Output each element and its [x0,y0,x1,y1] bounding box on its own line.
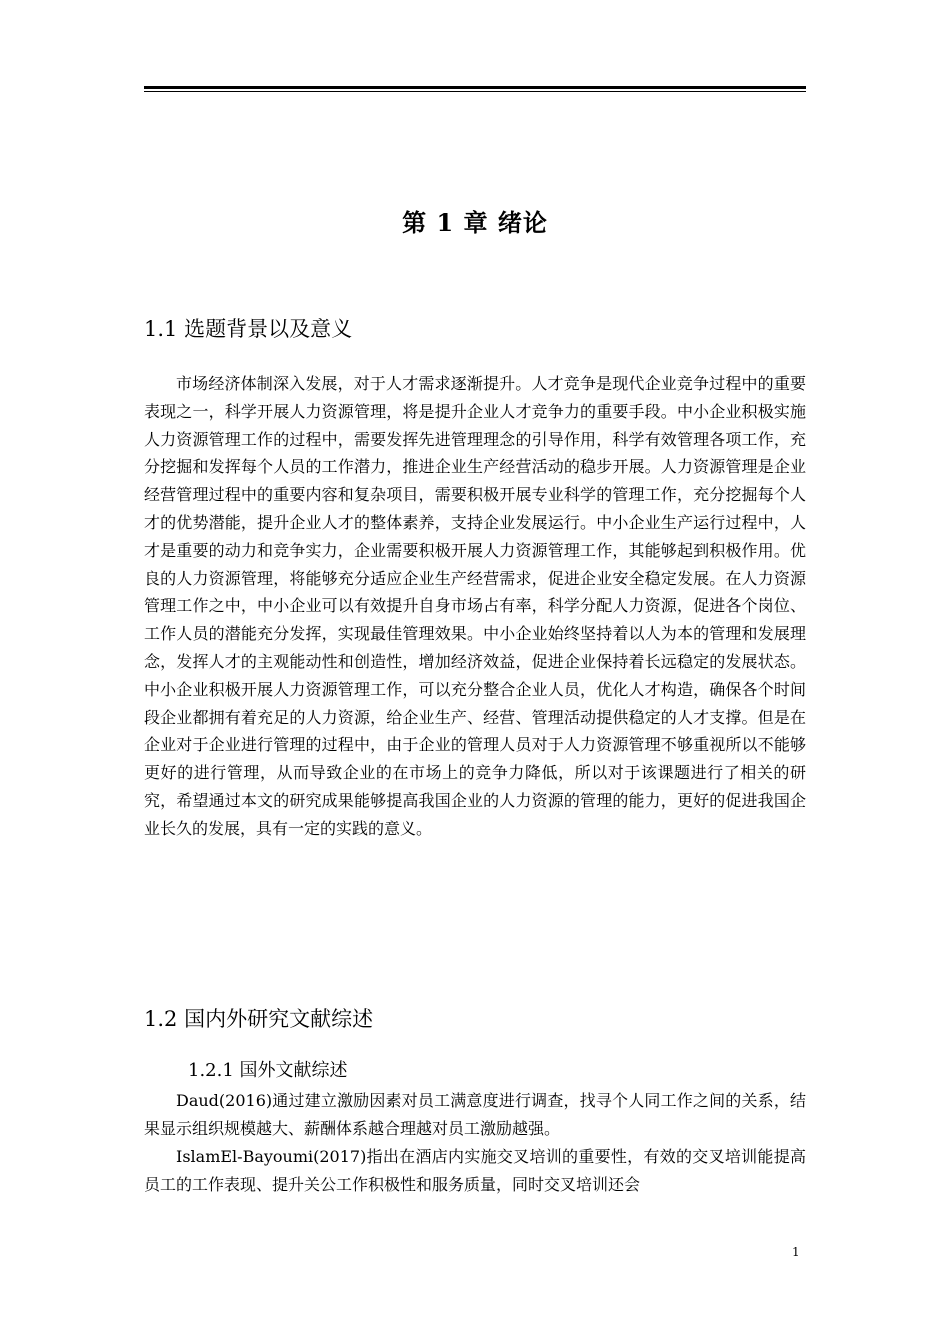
body-paragraph: 市场经济体制深入发展，对于人才需求逐渐提升。人才竞争是现代企业竞争过程中的重要表现之一，科学开展人力资源管理，将是提升企业人才竞争力的重要手段。中小企业积极实施人力资源管理工作的过程中，需要发挥先进管理理念的引导作用，科学有效管理各项工作，充分挖掘和发挥每个人员的工作潜力，推进企业生产经营活动的稳步开展。人力资源管理是企业经营管理过程中的重要内容和复杂项目，需要积极开展专业科学的管理工作，充分挖掘每个人才的优势潜能，提升企业人才的整体素养，支持企业发展运行。中小企业生产运行过程中，人才是重要的动力和竞争实力，企业需要积极开展人力资源管理工作，其能够起到积极作用。优良的人力资源管理，将能够充分适应企业生产经营需求，促进企业安全稳定发展。在人力资源管理工作之中，中小企业可以有效提升自身市场占有率，科学分配人力资源，促进各个岗位、工作人员的潜能充分发挥，实现最佳管理效果。中小企业始终坚持着以人为本的管理和发展理念，发挥人才的主观能动性和创造性，增加经济效益，促进企业保持着长远稳定的发展状态。中小企业积极开展人力资源管理工作，可以充分整合企业人员，优化人才构造，确保各个时间段企业都拥有着充足的人力资源，给企业生产、经营、管理活动提供稳定的人才支撑。但是在企业对于企业进行管理的过程中，由于企业的管理人员对于人力资源管理不够重视所以不能够更好的进行管理，从而导致企业的在市场上的竞争力降低，所以对于该课题进行了相关的研究，希望通过本文的研究成果能够提高我国企业的人力资源的管理的能力，更好的促进我国企业长久的发展，具有一定的实践的意义。 [144,374,806,838]
body-paragraph: Daud(2016)通过建立激励因素对员工满意度进行调查，找寻个人同工作之间的关系，结果显示组织规模越大、薪酬体系越合理越对员工激励越强。 [144,1091,806,1138]
section-heading-1-2: 1.2 国内外研究文献综述 [144,1007,374,1031]
subsection-heading-1-2-1: 1.2.1 国外文献综述 [188,1060,348,1081]
page-number: 1 [792,1245,800,1259]
header-rule [144,86,806,92]
body-paragraph: IslamEl-Bayoumi(2017)指出在酒店内实施交叉培训的重要性，有效的交叉培训能提高员工的工作表现、提升关公工作积极性和服务质量，同时交叉培训还会 [144,1147,806,1194]
section-heading-1-1: 1.1 选题背景以及意义 [144,317,353,341]
chapter-title: 第 1 章 绪论 [402,208,548,237]
